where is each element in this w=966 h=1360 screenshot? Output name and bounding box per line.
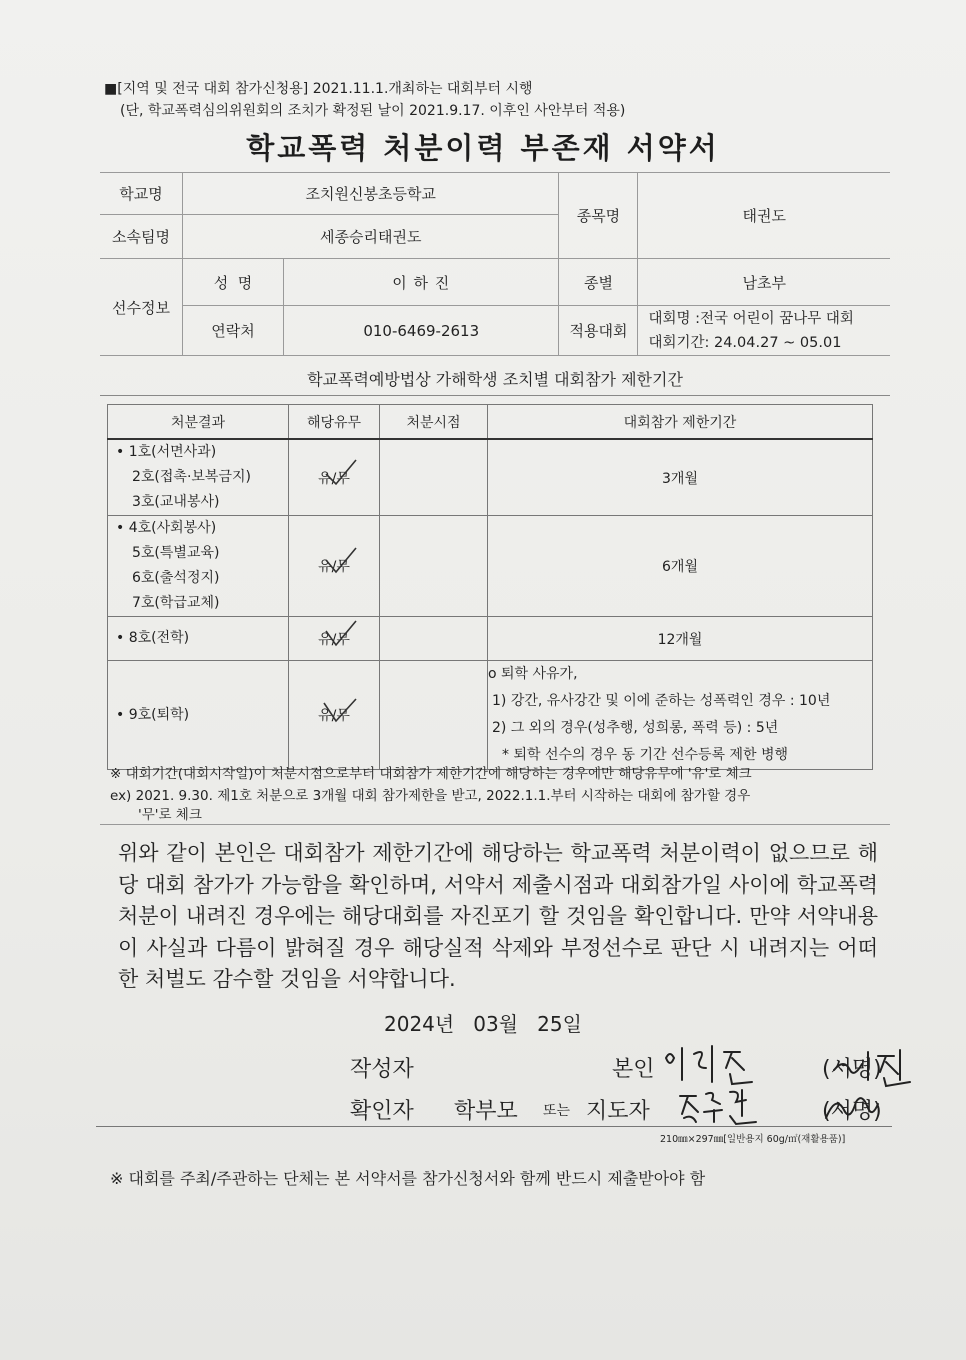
competition-period: 대회기간: 24.04.27 ~ 05.01 — [648, 334, 842, 351]
expulsion-limit-cell — [488, 661, 873, 770]
time-cell — [380, 661, 488, 770]
yes-no-text: 유/무 — [318, 708, 350, 724]
competition-name: 대회명 :전국 어린이 꿈나무 대회 — [648, 310, 854, 327]
parent-label: 학부모 — [454, 1099, 518, 1124]
contact-value: 010-6469-2613 — [284, 306, 559, 356]
applicable-cell — [289, 661, 380, 770]
school-label: 학교명 — [100, 173, 183, 215]
applicable-cell — [289, 617, 380, 661]
self-signature-mark — [830, 1044, 920, 1088]
team-value: 세종승리태권도 — [183, 215, 559, 259]
competition-cell — [638, 306, 890, 356]
pledge-paragraph: 위와 같이 본인은 대회참가 제한기간에 해당하는 학교폭력 처분이력이 없으므로 해당 대회 참가가 가능함을 확인하며, 서약서 제출시점과 대회참가일 사이에 학교폭력 처분이 내려진 경우에는 해당대회를 자진포기 할 것임을 확인합니다. 만약 서약내용이 사실과 다름이 밝혀질 경우 해당실적 삭제와 부정선수로 판단 시 내려지는 어떠한 처벌도 감수할 것임을 서약합니다. — [118, 841, 878, 991]
divider — [96, 1126, 892, 1127]
measure-item: 6호(출석정지) — [132, 570, 220, 586]
measure-item: • 8호(전학) — [116, 630, 190, 646]
measure-row-2 — [108, 516, 289, 617]
expulsion-line: 2) 그 외의 경우(성추행, 성희롱, 폭력 등) : 5년 — [492, 720, 779, 736]
coach-signature-mark — [822, 1088, 882, 1128]
event-label: 종목명 — [559, 173, 638, 259]
limit-cell: 12개월 — [488, 617, 873, 661]
section-divider — [100, 395, 890, 396]
check-mark-icon — [320, 544, 360, 576]
col-header-limit: 대회참가 제한기간 — [488, 405, 873, 440]
school-value: 조치원신봉초등학교 — [183, 173, 559, 215]
measure-item: • 4호(사회봉사) — [116, 520, 217, 536]
self-label: 본인 — [612, 1057, 655, 1082]
check-mark-icon — [320, 617, 360, 649]
coach-signature — [676, 1086, 762, 1128]
header-line-1: ■[지역 및 전국 대회 참가신청용] 2021.11.1.개최하는 대회부터 시행 — [104, 81, 533, 97]
header-line-2: (단, 학교폭력심의위원회의 조치가 확정된 날이 2021.9.17. 이후인 사안부터 적용) — [120, 103, 626, 119]
writer-label: 작성자 — [350, 1057, 414, 1082]
applicable-cell — [289, 516, 380, 617]
col-header-applicable: 해당유무 — [289, 405, 380, 440]
confirmer-label: 확인자 — [350, 1099, 414, 1124]
measures-table — [107, 404, 873, 770]
measure-item: • 9호(퇴학) — [116, 706, 190, 723]
or-label: 또는 — [543, 1103, 571, 1119]
team-label: 소속팀명 — [100, 215, 183, 259]
expulsion-line: * 퇴학 선수의 경우 동 기간 선수등록 제한 병행 — [502, 747, 789, 763]
expulsion-line: 1) 강간, 유사강간 및 이에 준하는 성폭력인 경우 : 10년 — [492, 693, 831, 709]
category-label: 종별 — [559, 259, 638, 306]
measure-item: 3호(교내봉사) — [132, 494, 220, 510]
note-2: ex) 2021. 9.30. 제1호 처분으로 3개월 대회 참가제한을 받고, 2022.1.1.부터 시작하는 대회에 참가할 경우 — [110, 788, 751, 804]
name-value: 이 하 진 — [284, 259, 559, 306]
footer-note: ※ 대회를 주최/주관하는 단체는 본 서약서를 참가신청서와 함께 반드시 제출받아야 함 — [110, 1169, 706, 1188]
athlete-info-table — [100, 172, 890, 356]
applicable-cell — [289, 439, 380, 516]
contact-label: 연락처 — [183, 306, 284, 356]
athlete-label: 선수정보 — [100, 259, 183, 356]
note-3: '무'로 체크 — [138, 807, 202, 823]
measure-item: 5호(특별교육) — [132, 545, 220, 561]
limit-cell: 6개월 — [488, 516, 873, 617]
yes-no-text: 유/무 — [318, 559, 350, 575]
time-cell — [380, 516, 488, 617]
sign-mark-2: (서명) — [822, 1099, 882, 1124]
time-cell — [380, 439, 488, 516]
expulsion-line: o 퇴학 사유가, — [488, 666, 578, 682]
check-mark-icon — [320, 693, 360, 725]
event-value: 태권도 — [638, 173, 890, 259]
check-mark-icon — [320, 456, 360, 488]
measure-row-1 — [108, 439, 289, 516]
measure-item: 2호(접촉·보복금지) — [132, 469, 251, 485]
yes-no-text: 유/무 — [318, 631, 350, 648]
col-header-time: 처분시점 — [380, 405, 488, 440]
divider — [100, 824, 890, 825]
paper-spec: 210㎜×297㎜[일반용지 60g/㎡(재활용품)] — [660, 1134, 846, 1145]
section-title: 학교폭력예방법상 가해학생 조치별 대회참가 제한기간 — [307, 370, 683, 389]
note-1: ※ 대회기간(대회시작일)이 처분시점으로부터 대회참가 제한기간에 해당하는 경우에만 해당유무에 '유'로 체크 — [110, 766, 752, 782]
document-title: 학교폭력 처분이력 부존재 서약서 — [246, 131, 720, 165]
yes-no-text: 유/무 — [318, 470, 350, 487]
measure-row-4 — [108, 661, 289, 770]
measure-item: 7호(학급교체) — [132, 595, 220, 611]
col-header-result: 처분결과 — [108, 405, 289, 440]
sign-mark-1: (서명) — [822, 1057, 882, 1082]
limit-cell: 3개월 — [488, 439, 873, 516]
applied-label: 적용대회 — [559, 306, 638, 356]
measure-item: • 1호(서면사과) — [116, 444, 217, 460]
self-signature — [660, 1042, 760, 1088]
coach-label: 지도자 — [586, 1099, 650, 1124]
category-value: 남초부 — [638, 259, 890, 306]
name-label: 성 명 — [183, 259, 284, 306]
date: 2024년 03월 25일 — [384, 1012, 582, 1036]
time-cell — [380, 617, 488, 661]
measure-row-3 — [108, 617, 289, 661]
